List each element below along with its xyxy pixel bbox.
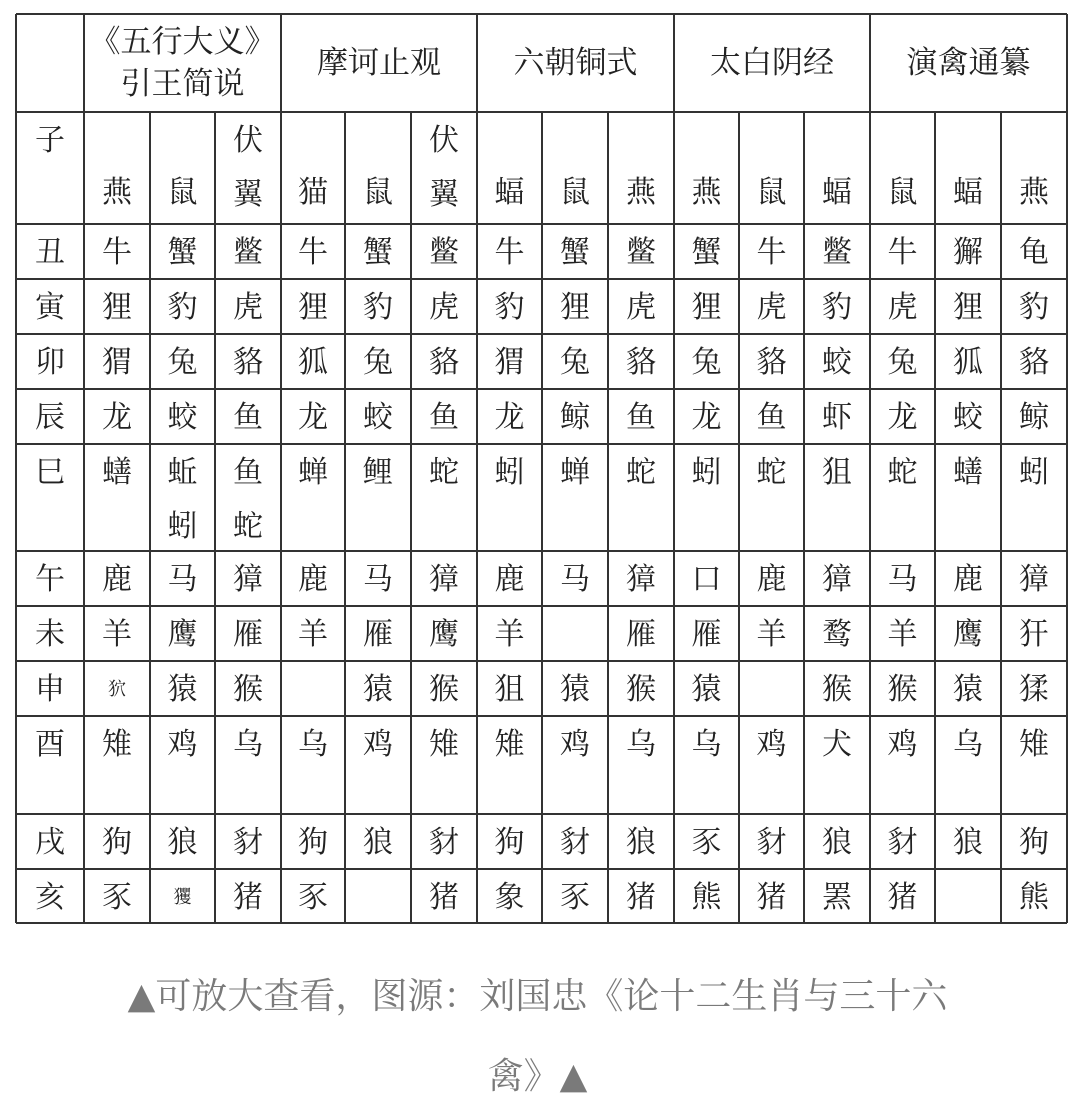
animal-cell: 犬 <box>822 727 852 762</box>
animal-cell: 猴 <box>429 672 459 707</box>
animal-cell: 鱼 <box>756 400 787 435</box>
animal-cell: 乌 <box>298 727 328 762</box>
animal-cell: 雉 <box>494 727 525 762</box>
animal-cell: 乌 <box>691 727 722 762</box>
animal-cell: 鼠 <box>167 175 198 210</box>
animal-cell: 狼 <box>167 825 198 860</box>
animal-cell: 龟 <box>1019 235 1049 270</box>
animal-cell: 蝉 <box>298 455 328 490</box>
animal-cell: 雉 <box>1019 727 1049 762</box>
animal-cell: 蛇 <box>626 455 656 490</box>
animal-cell: 鹿 <box>756 562 787 597</box>
animal-cell: 马 <box>887 562 918 597</box>
animal-cell: 蛇 <box>756 455 787 490</box>
animal-cell: 蝠 <box>494 175 525 210</box>
animal-cell: 鹜 <box>822 617 852 652</box>
animal-cell: 兔 <box>167 345 198 380</box>
animal-cell: 牛 <box>102 235 132 270</box>
earthly-branch-label: 子 <box>35 123 65 158</box>
animal-cell: 鳖 <box>429 235 459 270</box>
animal-cell: 狼 <box>953 825 983 860</box>
animal-cell: 燕 <box>1019 175 1049 210</box>
animal-cell: 狼 <box>822 825 852 860</box>
animal-cell: 猿 <box>167 672 198 707</box>
animal-cell: 龙 <box>494 400 525 435</box>
animal-cell: 豹 <box>167 290 198 325</box>
animal-cell: 玃 <box>173 887 192 908</box>
animal-cell: 鱼 <box>429 400 459 435</box>
animal-cell: 鼠 <box>560 175 590 210</box>
animal-cell: 狸 <box>691 290 722 325</box>
animal-cell: 獐 <box>626 562 656 597</box>
animal-cell: 蟹 <box>363 235 393 270</box>
animal-cell: 龙 <box>691 400 722 435</box>
animal-cell: 牛 <box>494 235 525 270</box>
column-group-header: 太白阴经 <box>710 45 834 81</box>
animal-cell: 龙 <box>102 400 132 435</box>
animal-cell: 獐 <box>429 562 459 597</box>
animal-cell: 豹 <box>1019 290 1049 325</box>
animal-cell: 豺 <box>429 825 459 860</box>
animal-cell: 羊 <box>887 617 918 652</box>
animal-cell: 鹿 <box>494 562 525 597</box>
animal-cell: 猿 <box>691 672 722 707</box>
earthly-branch-label: 午 <box>35 562 65 597</box>
animal-cell: 豕 <box>298 880 328 915</box>
animal-cell: 象 <box>494 880 525 915</box>
earthly-branch-label: 申 <box>35 672 65 707</box>
animal-cell: 口 <box>691 562 722 597</box>
animal-cell: 虎 <box>429 290 459 325</box>
caption-line-2: 禽》▲ <box>487 1056 588 1097</box>
animal-cell: 狼 <box>363 825 393 860</box>
animal-cell: 鳖 <box>233 235 263 270</box>
animal-cell: 羊 <box>102 617 132 652</box>
animal-cell: 狸 <box>560 290 590 325</box>
earthly-branch-label: 寅 <box>35 290 65 325</box>
animal-cell: 龙 <box>887 400 918 435</box>
animal-cell: 鸡 <box>363 727 393 762</box>
animal-cell: 马 <box>167 562 198 597</box>
animal-cell: 猿 <box>363 672 393 707</box>
animal-cell: 猪 <box>429 880 459 915</box>
animal-cell: 蚓 <box>494 455 525 490</box>
animal-cell: 龙 <box>298 400 328 435</box>
animal-cell: 狗 <box>494 825 525 860</box>
animal-cell: 蚓 <box>167 509 198 544</box>
animal-cell: 猪 <box>233 880 263 915</box>
animal-cell: 鹿 <box>298 562 328 597</box>
column-group-header: 六朝铜式 <box>513 45 638 81</box>
animal-cell: 牛 <box>298 235 328 270</box>
animal-cell: 马 <box>560 562 590 597</box>
animal-cell: 狼 <box>626 825 656 860</box>
animal-cell: 狐 <box>298 345 328 380</box>
animal-cell: 乌 <box>233 727 263 762</box>
animal-cell: 虎 <box>626 290 656 325</box>
earthly-branch-label: 酉 <box>35 727 65 762</box>
animal-cell: 伏 <box>429 123 459 158</box>
animal-cell: 豺 <box>233 825 263 860</box>
animal-cell: 兔 <box>363 345 393 380</box>
animal-cell: 蟮 <box>953 455 983 490</box>
animal-cell: 燕 <box>691 175 722 210</box>
animal-cell: 狗 <box>1019 825 1049 860</box>
animal-cell: 蚓 <box>691 455 722 490</box>
earthly-branch-label: 亥 <box>35 880 65 915</box>
animal-cell: 鹰 <box>167 617 198 652</box>
animal-cell: 獬 <box>953 235 983 270</box>
animal-cell: 貉 <box>233 345 263 380</box>
animal-cell: 虎 <box>233 290 263 325</box>
animal-cell: 蛇 <box>429 455 459 490</box>
animal-cell: 燕 <box>102 175 132 210</box>
animal-cell: 狸 <box>953 290 983 325</box>
animal-cell: 鸡 <box>167 727 198 762</box>
animal-cell: 羊 <box>494 617 525 652</box>
animal-cell: 雁 <box>626 617 656 652</box>
animal-cell: 鼠 <box>756 175 787 210</box>
zodiac-animal-table <box>16 14 1067 923</box>
animal-cell: 罴 <box>822 880 852 915</box>
animal-cell: 豕 <box>102 880 132 915</box>
animal-cell: 雁 <box>691 617 722 652</box>
animal-cell: 猪 <box>626 880 656 915</box>
animal-cell: 鲸 <box>1019 400 1049 435</box>
animal-cell: 兔 <box>691 345 722 380</box>
animal-cell: 鸡 <box>560 727 590 762</box>
animal-cell: 鲤 <box>363 455 393 490</box>
earthly-branch-label: 丑 <box>35 235 65 270</box>
animal-cell: 雉 <box>429 727 459 762</box>
earthly-branch-label: 戌 <box>35 825 65 860</box>
animal-cell: 雉 <box>102 727 132 762</box>
animal-cell: 獐 <box>233 562 263 597</box>
animal-cell: 狗 <box>102 825 132 860</box>
animal-cell: 貉 <box>626 345 656 380</box>
animal-cell: 熊 <box>1019 880 1049 915</box>
animal-cell: 猪 <box>887 880 918 915</box>
animal-cell: 伏 <box>233 123 263 158</box>
animal-cell: 鼠 <box>363 175 393 210</box>
animal-cell: 蛟 <box>363 400 393 435</box>
animal-cell: 猱 <box>1019 672 1049 707</box>
animal-cell: 蛟 <box>953 400 983 435</box>
animal-cell: 貉 <box>429 345 459 380</box>
animal-cell: 蚓 <box>1019 455 1049 490</box>
animal-cell: 鱼 <box>233 400 263 435</box>
animal-cell: 虎 <box>756 290 787 325</box>
animal-cell: 蟮 <box>102 455 132 490</box>
animal-cell: 蚯 <box>167 455 198 490</box>
animal-cell: 虾 <box>822 400 852 435</box>
animal-cell: 兔 <box>887 345 918 380</box>
animal-cell: 鹰 <box>429 617 459 652</box>
animal-cell: 狐 <box>953 345 983 380</box>
animal-cell: 獐 <box>822 562 852 597</box>
animal-cell: 蛇 <box>887 455 918 490</box>
animal-cell: 鱼 <box>626 400 656 435</box>
animal-cell: 豕 <box>560 880 590 915</box>
column-group-header: 摩诃止观 <box>317 45 441 81</box>
animal-cell: 鳖 <box>822 235 852 270</box>
animal-cell: 羊 <box>756 617 787 652</box>
animal-cell: 鹿 <box>102 562 132 597</box>
animal-cell: 貉 <box>756 345 787 380</box>
animal-cell: 豺 <box>560 825 590 860</box>
animal-cell: 牛 <box>756 235 787 270</box>
animal-cell: 猬 <box>102 345 132 380</box>
animal-cell: 狗 <box>298 825 328 860</box>
animal-cell: 狸 <box>298 290 328 325</box>
animal-cell: 猴 <box>626 672 656 707</box>
animal-cell: 蛟 <box>167 400 198 435</box>
animal-cell: 蝠 <box>953 175 983 210</box>
animal-cell: 熊 <box>691 880 722 915</box>
animal-cell: 燕 <box>626 175 656 210</box>
animal-cell: 豺 <box>887 825 918 860</box>
earthly-branch-label: 卯 <box>35 345 65 380</box>
column-group-header: 《五行大义》 引王简说 <box>89 24 276 102</box>
animal-cell: 鸡 <box>756 727 787 762</box>
animal-cell: 乌 <box>953 727 983 762</box>
earthly-branch-label: 未 <box>35 617 65 652</box>
animal-cell: 犴 <box>1019 617 1049 652</box>
animal-cell: 蟹 <box>691 235 722 270</box>
animal-cell: 獐 <box>1019 562 1049 597</box>
animal-cell: 狙 <box>494 672 525 707</box>
animal-cell: 貉 <box>1019 345 1049 380</box>
earthly-branch-label: 辰 <box>35 400 65 435</box>
caption-line-1: ▲可放大查看，图源：刘国忠《论十二生肖与三十六 <box>127 976 948 1017</box>
animal-cell: 鸡 <box>887 727 918 762</box>
animal-cell: 牛 <box>887 235 918 270</box>
animal-cell: 豹 <box>822 290 852 325</box>
animal-cell: 鱼 <box>233 455 263 490</box>
animal-cell: 猴 <box>233 672 263 707</box>
animal-cell: 蟹 <box>167 235 198 270</box>
animal-cell: 马 <box>363 562 393 597</box>
animal-cell: 蟹 <box>560 235 590 270</box>
animal-cell: 猿 <box>560 672 590 707</box>
animal-cell: 豹 <box>494 290 525 325</box>
animal-cell: 狖 <box>108 679 126 700</box>
animal-cell: 蝉 <box>560 455 590 490</box>
animal-cell: 羊 <box>298 617 328 652</box>
animal-cell: 乌 <box>626 727 656 762</box>
animal-cell: 蝠 <box>822 175 852 210</box>
animal-cell: 猴 <box>887 672 918 707</box>
animal-cell: 狙 <box>822 455 852 490</box>
animal-cell: 猿 <box>953 672 983 707</box>
animal-cell: 豹 <box>363 290 393 325</box>
animal-cell: 豺 <box>756 825 787 860</box>
animal-cell: 鳖 <box>626 235 656 270</box>
animal-cell: 鼠 <box>887 175 918 210</box>
column-group-header: 演禽通纂 <box>906 45 1031 81</box>
animal-cell: 狸 <box>102 290 132 325</box>
animal-cell: 鲸 <box>560 400 590 435</box>
animal-cell: 鹿 <box>953 562 983 597</box>
animal-cell: 雁 <box>233 617 263 652</box>
animal-cell: 蛟 <box>822 345 852 380</box>
animal-cell: 猬 <box>494 345 525 380</box>
animal-cell: 豕 <box>691 825 722 860</box>
animal-cell: 猫 <box>298 175 328 210</box>
animal-cell: 蛇 <box>233 509 263 544</box>
animal-cell: 猪 <box>756 880 787 915</box>
animal-cell: 虎 <box>887 290 918 325</box>
animal-cell: 雁 <box>363 617 393 652</box>
animal-cell: 兔 <box>560 345 590 380</box>
animal-cell: 鹰 <box>953 617 983 652</box>
animal-cell: 翼 <box>233 177 263 212</box>
animal-cell: 翼 <box>429 177 459 212</box>
animal-cell: 猴 <box>822 672 852 707</box>
earthly-branch-label: 巳 <box>35 455 65 490</box>
